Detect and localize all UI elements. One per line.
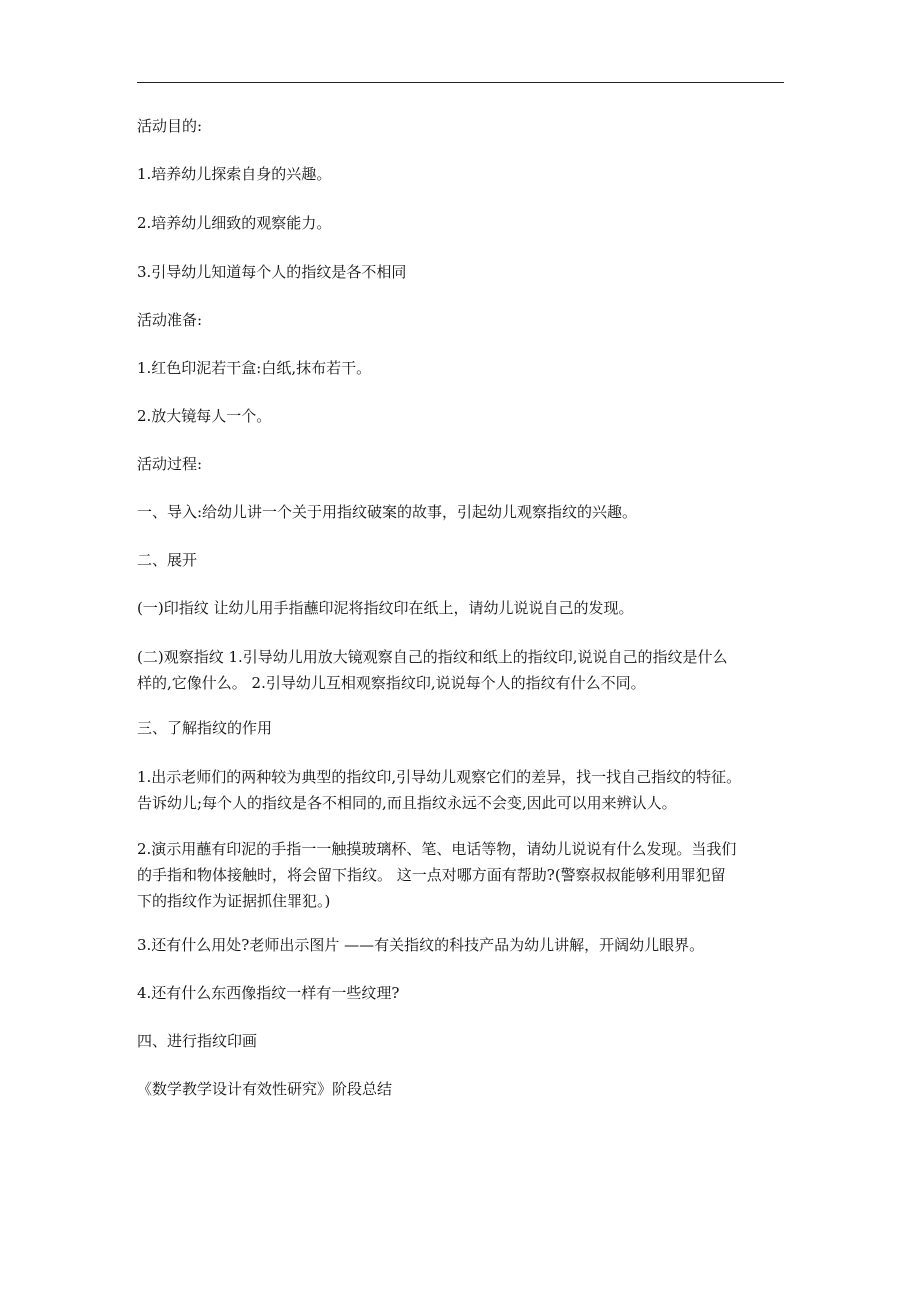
paragraph-show (137, 764, 792, 816)
section-four: 四、进行指纹印画 (137, 1032, 258, 1050)
heading-objectives: 活动目的: (137, 117, 203, 135)
heading-preparation: 活动准备: (137, 311, 203, 329)
preparation-2: 2.放大镜每人一个。 (137, 407, 272, 425)
preparation-1: 1.红色印泥若干盒:白纸,抹布若干。 (137, 359, 372, 377)
paragraph-line: 告诉幼儿;每个人的指纹是各不相同的,而且指纹永远不会变,因此可以用来辨认人。 (137, 794, 677, 812)
step-uses: 3.还有什么用处?老师出示图片 ——有关指纹的科技产品为幼儿讲解，开阔幼儿眼界。 (137, 936, 705, 954)
paragraph-line: 2.演示用蘸有印泥的手指一一触摸玻璃杯、笔、电话等物，请幼儿说说有什么发现。当我们 (137, 840, 737, 858)
header-rule (137, 82, 784, 83)
objective-2: 2.培养幼儿细致的观察能力。 (137, 214, 332, 232)
step-introduction: 一、导入:给幼儿讲一个关于用指纹破案的故事，引起幼儿观察指纹的兴趣。 (137, 503, 638, 521)
paragraph-line: 的手指和物体接触时，将会留下指纹。 这一点对哪方面有帮助?(警察叔叔能够利用罪犯留 (137, 866, 726, 884)
footer-title: 《数学教学设计有效性研究》阶段总结 (137, 1080, 393, 1098)
heading-process: 活动过程: (137, 455, 203, 473)
section-two: 二、展开 (137, 551, 198, 569)
paragraph-line: 样的,它像什么。 2.引导幼儿互相观察指纹印,说说每个人的指纹有什么不同。 (137, 674, 646, 692)
paragraph-line: 下的指纹作为证据抓住罪犯。) (137, 892, 331, 910)
objective-1: 1.培养幼儿探索自身的兴趣。 (137, 165, 332, 183)
paragraph-line: 1.出示老师们的两种较为典型的指纹印,引导幼儿观察它们的差异，找一找自己指纹的特征。 (137, 768, 742, 786)
paragraph-observe (137, 644, 792, 696)
paragraph-line: (二)观察指纹 1.引导幼儿用放大镜观察自己的指纹和纸上的指纹印,说说自己的指纹是什么 (137, 648, 728, 666)
section-three: 三、了解指纹的作用 (137, 719, 273, 737)
step-print-fingerprint: (一)印指纹 让幼儿用手指蘸印泥将指纹印在纸上，请幼儿说说自己的发现。 (137, 599, 634, 617)
step-textures: 4.还有什么东西像指纹一样有一些纹理? (137, 984, 400, 1002)
objective-3: 3.引导幼儿知道每个人的指纹是各不相同 (137, 263, 407, 281)
paragraph-demo (137, 836, 792, 914)
